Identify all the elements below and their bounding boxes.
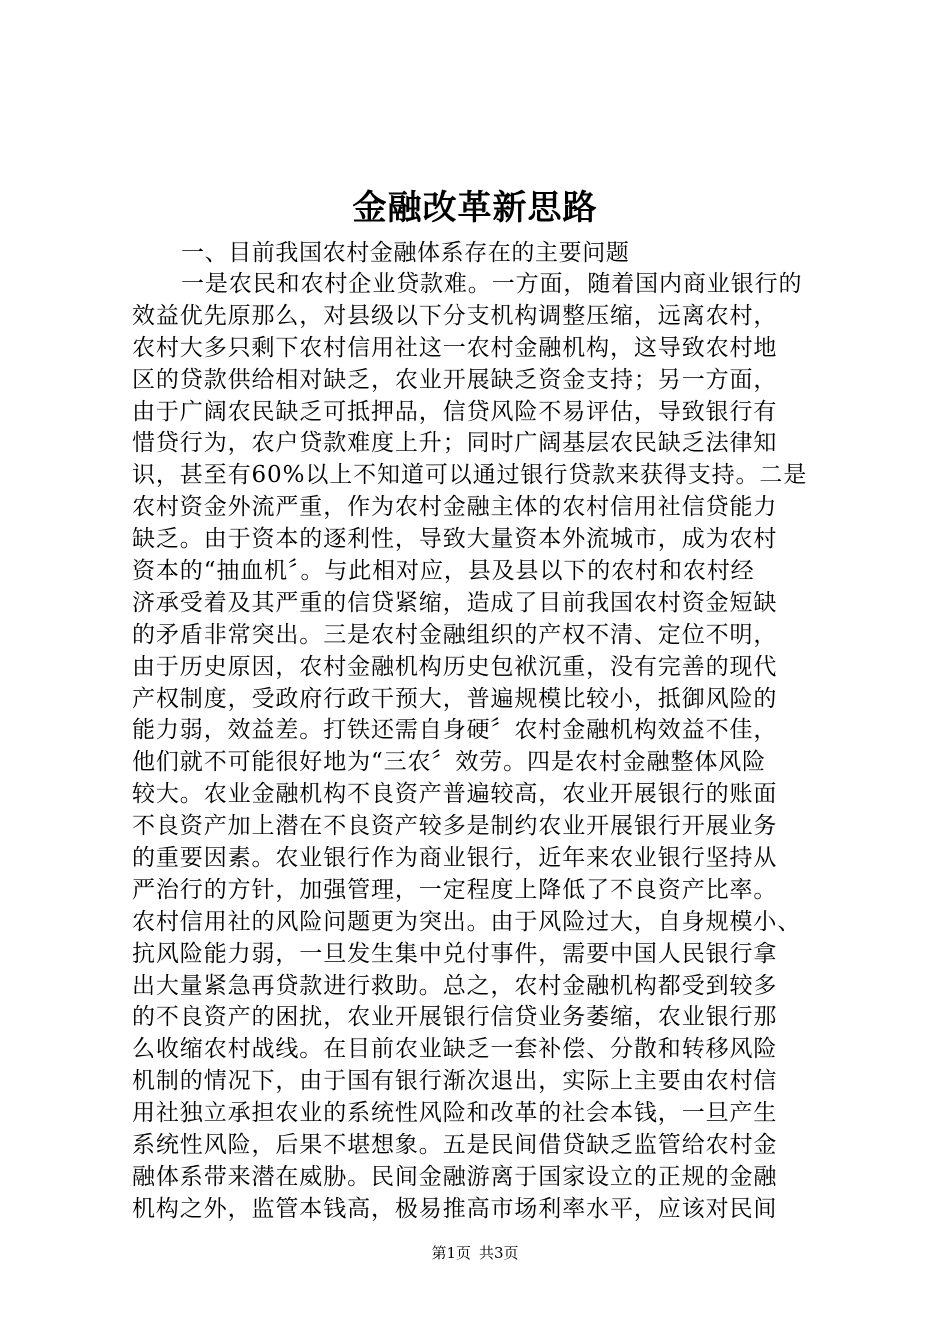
text-line: 资本的“抽血机〞。与此相对应，县及县以下的农村和农村经 (132, 558, 755, 585)
text-line: 的矛盾非常突出。三是农村金融组织的产权不清、定位不明， (132, 621, 778, 648)
text-line: 缺乏。由于资本的逐利性，导致大量资本外流城市，成为农村 (132, 526, 778, 553)
text-line: 的重要因素。农业银行作为商业银行，近年来农业银行坚持从 (132, 845, 778, 872)
text-line: 一是农民和农村企业贷款难。一方面，随着国内商业银行的 (181, 271, 803, 297)
document-title: 金融改革新思路 (352, 188, 598, 228)
text-line: 区的贷款供给相对缺乏，农业开展缺乏资金支持；另一方面， (132, 366, 778, 393)
text-line: 农村资金外流严重，作为农村金融主体的农村信用社信贷能力 (132, 494, 778, 521)
text-line: 较大。农业金融机构不良资产普遍较高，农业开展银行的账面 (132, 781, 778, 808)
text-line: 不良资产加上潜在不良资产较多是制约农业开展银行开展业务 (132, 813, 778, 840)
text-line: 农村信用社的风险问题更为突出。由于风险过大，自身规模小、 (132, 908, 802, 935)
text-line: 用社独立承担农业的系统性风险和改革的社会本钱，一旦产生 (132, 1100, 778, 1127)
text-line: 济承受着及其严重的信贷紧缩，造成了目前我国农村资金短缺 (132, 589, 778, 616)
page-number: 第1页 (431, 1244, 471, 1262)
text-line: 么收缩农村战线。在目前农业缺乏一套补偿、分散和转移风险 (132, 1036, 778, 1063)
text-line: 出大量紧急再贷款进行救助。总之，农村金融机构都受到较多 (132, 972, 778, 999)
text-line: 机制的情况下，由于国有银行渐次退出，实际上主要由农村信 (132, 1068, 778, 1095)
text-line: 融体系带来潜在威胁。民间金融游离于国家设立的正规的金融 (132, 1163, 778, 1190)
text-line: 惜贷行为，农户贷款难度上升；同时广阔基层农民缺乏法律知 (132, 430, 778, 457)
page-footer (0, 1243, 950, 1263)
text-line: 机构之外，监管本钱高，极易推高市场利率水平，应该对民间 (132, 1195, 778, 1222)
text-line: 由于历史原因，农村金融机构历史包袱沉重，没有完善的现代 (132, 653, 778, 680)
text-line: 农村大多只剩下农村信用社这一农村金融机构，这导致农村地 (132, 334, 778, 361)
text-line: 的不良资产的困扰，农业开展银行信贷业务萎缩，农业银行那 (132, 1004, 778, 1031)
page-total: 共3页 (479, 1244, 519, 1262)
section-heading: 一、目前我国农村金融体系存在的主要问题 (181, 240, 630, 266)
text-line: 系统性风险，后果不堪想象。五是民间借贷缺乏监管给农村金 (132, 1132, 778, 1159)
body-text (132, 269, 832, 1226)
text-line: 能力弱，效益差。打铁还需自身硬〞农村金融机构效益不佳， (132, 717, 778, 744)
text-line: 由于广阔农民缺乏可抵押品，信贷风险不易评估，导致银行有 (132, 398, 778, 425)
text-line: 效益优先原那么，对县级以下分支机构调整压缩，远离农村， (132, 302, 778, 329)
text-line: 识，甚至有60%以上不知道可以通过银行贷款来获得支持。二是 (132, 462, 808, 489)
text-line: 他们就不可能很好地为“三农〞效劳。四是农村金融整体风险 (132, 749, 767, 776)
text-line: 抗风险能力弱，一旦发生集中兑付事件，需要中国人民银行拿 (132, 940, 778, 967)
text-line: 严治行的方针，加强管理，一定程度上降低了不良资产比率。 (132, 876, 778, 903)
text-line: 产权制度，受政府行政干预大，普遍规模比较小，抵御风险的 (132, 685, 778, 712)
